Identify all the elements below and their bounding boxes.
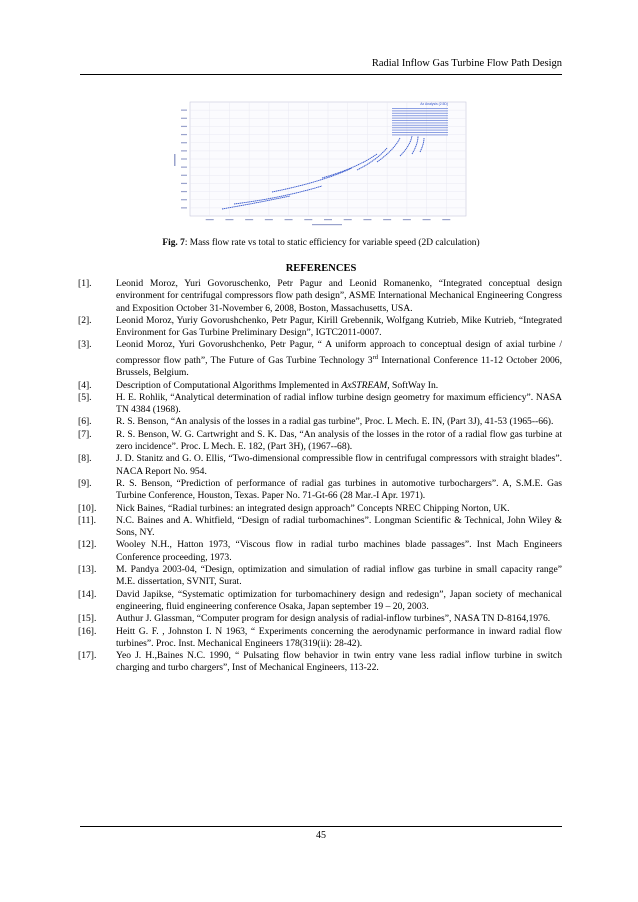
reference-item	[78, 564, 562, 589]
reference-item	[78, 392, 562, 417]
caption-text: : Mass flow rate vs total to static efficiency for variable speed (2D calculation)	[184, 238, 480, 248]
references-heading: REFERENCES	[285, 263, 357, 274]
y-tick-mark	[181, 167, 187, 168]
legend-entry	[392, 118, 448, 119]
legend-entry	[392, 127, 448, 128]
reference-item	[78, 380, 562, 392]
running-header: Radial Inflow Gas Turbine Flow Path Design	[371, 58, 562, 69]
reference-text: Nick Baines, “Radial turbines: an integrated design approach” Concepts NREC Chipping Norton, UK.	[116, 502, 510, 514]
reference-item	[78, 429, 562, 454]
efficiency-figure	[172, 96, 470, 230]
x-tick-mark	[442, 219, 450, 220]
reference-item	[78, 626, 562, 651]
legend-entry	[392, 110, 448, 111]
y-tick-mark	[181, 150, 187, 151]
reference-number: [5].	[78, 391, 92, 403]
reference-number: [4].	[78, 379, 92, 391]
reference-item	[78, 278, 562, 315]
reference-text: Authur J. Glassman, “Computer program for design analysis of radial-inflow turbines”, NASA TN D-8164,1976.	[116, 613, 551, 625]
reference-text: Wooley N.H., Hatton 1973, “Viscous flow in radial turbo machines blade passages”. Inst Mach Engineers Conference proceeding, 1973.	[116, 539, 562, 563]
reference-number: [11].	[78, 514, 97, 526]
reference-text: David Japikse, “Systematic optimization for turbomachinery design and redesign”, Japan society of mechanical engineering, fluid engineering conference Osaka, Japan september 19 – 20, 2003.	[116, 588, 562, 612]
x-tick-mark	[383, 219, 391, 220]
x-axis-label	[312, 224, 342, 225]
reference-number: [7].	[78, 428, 92, 440]
caption-label: Fig. 7	[162, 238, 185, 248]
x-tick-mark	[245, 219, 253, 220]
y-tick-mark	[181, 207, 187, 208]
y-tick-mark	[181, 110, 187, 111]
reference-text: Leonid Moroz, Yuri Govoruschenko, Petr Pagur and Leonid Romanenko, “Integrated conceptual design environment for centrifugal compressors flow path design”, ASME International Mechanical Engineering Congress and Exposition October 31-November 6, 2008, Boston, Massachusetts, USA.	[116, 278, 562, 314]
x-tick-mark	[285, 219, 293, 220]
reference-text: Leonid Moroz, Yuri Govorushchenko, Petr Pagur, “ A uniform approach to conceptual design of axial turbine / compressor flow path”, The Future of Gas Turbine Technology 3rd International Conference 11-12 October 2006, Brussels, Belgium.	[116, 339, 562, 379]
reference-item	[78, 650, 562, 675]
reference-number: [16].	[78, 625, 97, 637]
reference-text: R. S. Benson, “Prediction of performance of radial gas turbines in automotive turbochargers”. A, S.M.E. Gas Turbine Conference, Houston, Texas. Paper No. 71-Gt-66 (28 Mar.-I Apr. 1971).	[116, 477, 562, 502]
reference-number: [2].	[78, 314, 92, 326]
reference-number: [17].	[78, 650, 97, 662]
y-tick-mark	[181, 199, 187, 200]
legend-entry	[392, 132, 448, 133]
x-tick-mark	[265, 219, 273, 220]
superscript: rd	[372, 353, 378, 361]
reference-number: [1].	[78, 278, 92, 289]
reference-number: [8].	[78, 453, 92, 465]
legend-entry	[392, 125, 448, 126]
x-tick-mark	[304, 219, 312, 220]
x-tick-mark	[206, 219, 214, 220]
reference-number: [14].	[78, 588, 97, 600]
reference-item	[78, 613, 562, 625]
header-rule	[80, 74, 562, 75]
reference-text: Yeo J. H.,Baines N.C. 1990, “ Pulsating flow behavior in twin entry vane less radial inflow turbine in switch charging and turbo chargers”, Inst of Mechanical Engineers, 113-22.	[116, 650, 562, 674]
reference-number: [10].	[78, 502, 97, 514]
reference-item	[78, 416, 562, 428]
reference-number: [3].	[78, 339, 92, 351]
reference-number: [12].	[78, 539, 97, 551]
reference-text: J. D. Stanitz and G. O. Ellis, “Two-dimensional compressible flow in centrifugal compressors with straight blades”. NACA Report No. 954.	[116, 453, 562, 477]
efficiency-plot	[172, 96, 470, 230]
reference-text: R. S. Benson, W. G. Cartwright and S. K. Das, “An analysis of the losses in the rotor of a radial flow gas turbine at zero incidence”. Proc. L Mech. E. 182, (Part 3H), (1967--68).	[116, 428, 562, 453]
figure-caption	[80, 238, 562, 248]
y-tick-mark	[181, 142, 187, 143]
x-tick-mark	[423, 219, 431, 220]
reference-item	[78, 539, 562, 564]
reference-text: Description of Computational Algorithms Implemented in AxSTREAM, SoftWay In.	[116, 379, 439, 391]
legend-entry	[392, 120, 448, 121]
reference-text: R. S. Benson, “An analysis of the losses in a radial gas turbine”, Proc. L Mech. E. IN, (Part 3J), 41-53 (1965--66).	[116, 416, 554, 428]
software-name: AxSTREAM	[341, 379, 388, 391]
reference-number: [13].	[78, 564, 97, 576]
legend-entry	[392, 134, 448, 135]
x-tick-mark	[403, 219, 411, 220]
y-tick-mark	[181, 118, 187, 119]
legend-entry	[392, 108, 448, 109]
reference-text: H. E. Rohlik, “Analytical determination of radial inflow turbine design geometry for maximum efficiency”. NASA TN 4384 (1968).	[116, 391, 562, 416]
reference-text: Leonid Moroz, Yuriy Govorushchenko, Petr Pagur, Kirill Grebennik, Wolfgang Kutrieb, Mike Kutrieb, “Integrated Environment for Gas Turbine Preliminary Design”, IGTC2011-0007.	[116, 314, 562, 339]
reference-number: [9].	[78, 477, 92, 489]
y-tick-mark	[181, 158, 187, 159]
x-tick-mark	[225, 219, 233, 220]
reference-text: Heitt G. F. , Johnston I. N 1963, “ Experiments concerning the aerodynamic performance in inward radial flow turbines”. Proc. Inst. Mechanical Engineers 178(319(ii): 28-42).	[116, 625, 562, 649]
reference-item	[78, 478, 562, 503]
x-tick-mark	[363, 219, 371, 220]
y-tick-mark	[181, 126, 187, 127]
legend-entry	[392, 113, 448, 114]
reference-text: M. Pandya 2003-04, “Design, optimization and simulation of radial inflow gas turbine in small capacity range” M.E. dissertation, SVNIT, Surat.	[116, 564, 562, 588]
x-tick-mark	[344, 219, 352, 220]
legend-entry	[392, 115, 448, 116]
y-tick-mark	[181, 191, 187, 192]
y-tick-mark	[181, 175, 187, 176]
x-tick-mark	[324, 219, 332, 220]
legend-title: Ax Analysis (2.5D)	[420, 102, 448, 106]
reference-item	[78, 503, 562, 515]
legend-entry	[392, 130, 448, 131]
page-number: 45	[316, 830, 326, 841]
references-list	[78, 278, 562, 675]
reference-number: [6].	[78, 416, 92, 428]
reference-number: [15].	[78, 613, 97, 625]
reference-text: N.C. Baines and A. Whitfield, “Design of radial turbomachines”. Longman Scientific & Technical, John Wiley & Sons, NY.	[116, 514, 562, 539]
reference-item	[78, 453, 562, 478]
reference-item	[78, 339, 562, 379]
y-tick-mark	[181, 134, 187, 135]
reference-item	[78, 515, 562, 540]
footer-rule	[80, 826, 562, 827]
y-axis-label	[174, 154, 176, 166]
reference-item	[78, 589, 562, 614]
reference-item	[78, 315, 562, 340]
legend-entry	[392, 122, 448, 123]
y-tick-mark	[181, 183, 187, 184]
